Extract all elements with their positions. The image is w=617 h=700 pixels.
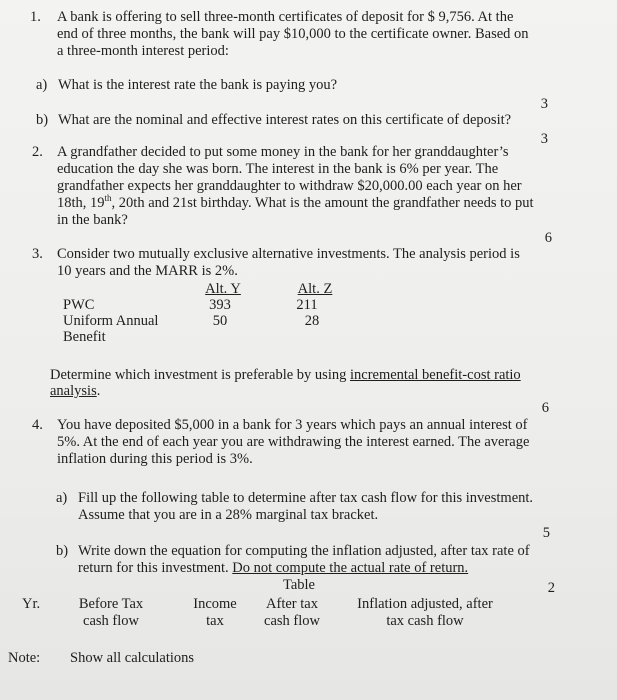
q1-number: 1. xyxy=(30,9,41,25)
q4-number: 4. xyxy=(32,417,43,433)
q1a-label: a) xyxy=(36,77,48,93)
q3-line-2: 10 years and the MARR is 2%. xyxy=(57,263,238,279)
q2-line-4-start: 18th, 19 xyxy=(57,195,105,211)
q2-number: 2. xyxy=(32,144,43,160)
q2-line-2: education the day she was born. The interest in the bank is 6% per year. The xyxy=(57,161,499,177)
q1-line-2: end of three months, the bank will pay $10,000 to the certificate owner. Based on xyxy=(57,26,529,42)
q4-line-2: 5%. At the end of each year you are withdrawing the interest earned. The average xyxy=(57,434,530,450)
q3-row-pwc-z: 211 xyxy=(296,297,318,313)
q3-row-pwc-y: 393 xyxy=(209,297,231,313)
q3-determine-period: . xyxy=(96,383,101,399)
note-label: Note: xyxy=(8,650,41,666)
q3-row-benefit-z: 28 xyxy=(304,313,320,329)
q4b-points: 2 xyxy=(547,580,555,596)
q2-line-4-end: , 20th and 21st birthday. What is the amount the grandfather needs to put xyxy=(111,195,534,211)
q3-col-alt-z: Alt. Z xyxy=(297,281,333,297)
q4-table-header-after-tax: After tax xyxy=(266,596,318,612)
q4a-line-1: Fill up the following table to determine after tax cash flow for this investment. xyxy=(78,490,534,506)
q3-points: 6 xyxy=(541,400,549,416)
q2-line-5: in the bank? xyxy=(57,212,128,228)
q1b-label: b) xyxy=(36,112,49,128)
q1a-text: What is the interest rate the bank is paying you? xyxy=(58,77,338,93)
q4-table-header-before-tax-2: cash flow xyxy=(83,613,139,629)
q2-points: 6 xyxy=(544,230,552,246)
q4-table-header-inflation-2: tax cash flow xyxy=(386,613,464,629)
q3-determine-text: Determine which investment is preferable by using xyxy=(50,367,350,383)
q1a-points: 3 xyxy=(540,96,548,112)
q3-row-benefit-label-2: Benefit xyxy=(63,329,106,345)
q2-superscript: th xyxy=(104,193,112,204)
q3-row-benefit-label: Uniform Annual xyxy=(63,313,159,329)
note-text: Show all calculations xyxy=(70,650,195,666)
q2-line-3: grandfather expects her granddaughter to withdraw $20,000.00 each year on her xyxy=(57,178,522,194)
q2-line-4 xyxy=(57,195,534,211)
q4-table-header-income-2: tax xyxy=(206,613,224,629)
q3-determine-underlined: incremental benefit-cost ratio xyxy=(349,367,521,383)
q4-table-header-after-tax-2: cash flow xyxy=(264,613,320,629)
q4-table-header-yr: Yr. xyxy=(22,596,41,612)
q1b-points: 3 xyxy=(540,131,548,147)
q4b-line-2 xyxy=(78,560,468,576)
q1-line-1: A bank is offering to sell three-month certificates of deposit for $ 9,756. At the xyxy=(57,9,514,25)
q4-table-header-before-tax: Before Tax xyxy=(78,596,144,612)
q1b-text: What are the nominal and effective interest rates on this certificate of deposit? xyxy=(58,112,512,128)
q3-determine-line-1 xyxy=(50,367,521,383)
q3-number: 3. xyxy=(32,246,43,262)
q4-table-title: Table xyxy=(283,577,315,593)
q2-line-1: A grandfather decided to put some money in the bank for her granddaughter’s xyxy=(57,144,509,160)
q4-line-1: You have deposited $5,000 in a bank for 3 years which pays an annual interest of xyxy=(57,417,528,433)
q4a-points: 5 xyxy=(542,525,550,541)
q4a-line-2: Assume that you are in a 28% marginal tax bracket. xyxy=(78,507,379,523)
q4b-line-2-underlined: Do not compute the actual rate of return. xyxy=(232,560,469,576)
q3-line-1: Consider two mutually exclusive alternative investments. The analysis period is xyxy=(57,246,520,262)
q4b-line-2-text: return for this investment. xyxy=(78,560,233,576)
q4b-line-1: Write down the equation for computing the inflation adjusted, after tax rate of xyxy=(78,543,530,559)
q3-determine-line-2 xyxy=(50,383,100,399)
q4-line-3: inflation during this period is 3%. xyxy=(57,451,253,467)
q3-determine-underlined-2: analysis xyxy=(50,383,97,399)
q4b-label: b) xyxy=(56,543,69,559)
q4-table-header-inflation: Inflation adjusted, after xyxy=(357,596,493,612)
q4-table-header-income: Income xyxy=(193,596,237,612)
q3-row-pwc-label: PWC xyxy=(63,297,95,313)
q1-line-3: a three-month interest period: xyxy=(57,43,229,59)
q3-col-alt-y: Alt. Y xyxy=(205,281,241,297)
q3-row-benefit-y: 50 xyxy=(212,313,228,329)
q4a-label: a) xyxy=(56,490,68,506)
